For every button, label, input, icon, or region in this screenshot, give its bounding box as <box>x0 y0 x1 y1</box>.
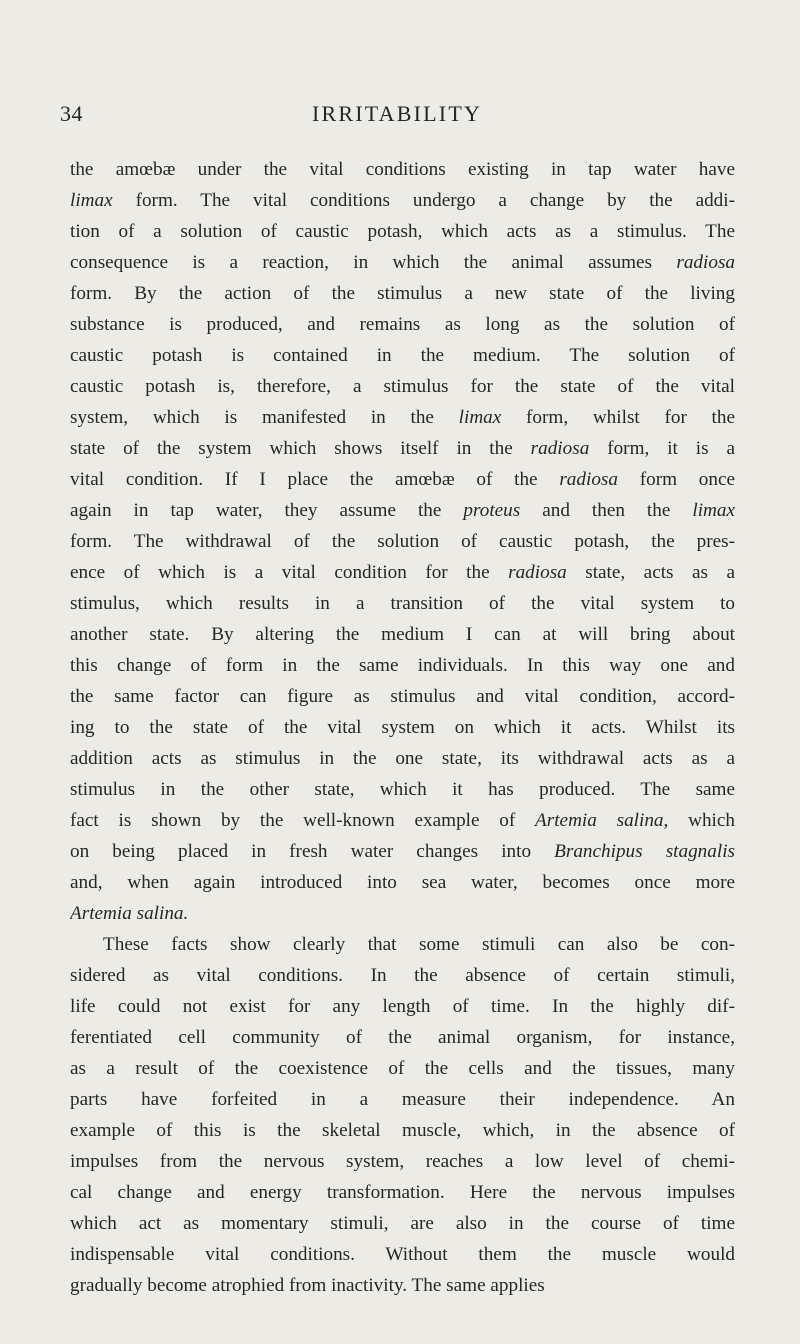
text-line <box>70 1084 735 1115</box>
text-line <box>70 681 735 712</box>
text-run: the same factor can figure as stimulus and vital condition, accord- <box>70 686 735 707</box>
text-run: another state. By altering the medium I can at will bring about <box>70 624 735 645</box>
text-run: and, when again introduced into sea water, becomes once more <box>70 872 735 893</box>
italic-text: limax <box>458 407 502 428</box>
text-line <box>70 1239 735 1270</box>
text-run: state of the system which shows itself in the <box>70 438 531 459</box>
text-line <box>70 1022 735 1053</box>
text-line <box>70 991 735 1022</box>
italic-text: radiosa <box>559 469 618 490</box>
italic-text: Artemia salina, <box>535 810 669 831</box>
text-run: These facts show clearly that some stimuli can also be con- <box>103 934 735 955</box>
text-line <box>70 712 735 743</box>
text-run: on being placed in fresh water changes into <box>70 841 555 862</box>
text-line <box>70 619 735 650</box>
text-line <box>70 526 735 557</box>
italic-text: radiosa <box>530 438 590 459</box>
text-run: ing to the state of the vital system on which it acts. Whilst its <box>70 717 735 738</box>
text-line <box>70 588 735 619</box>
text-line <box>70 867 735 898</box>
text-run: form, it is a <box>589 438 735 459</box>
text-run: stimulus in the other state, which it has produced. The same <box>70 779 735 800</box>
text-line <box>70 805 735 836</box>
text-run: the amœbæ under the vital conditions existing in tap water have <box>70 159 735 180</box>
text-line <box>70 495 735 526</box>
text-run: vital condition. If I place the amœbæ of the <box>70 469 560 490</box>
text-line <box>70 1053 735 1084</box>
text-run: addition acts as stimulus in the one state, its withdrawal acts as a <box>70 748 735 769</box>
text-run: form. By the action of the stimulus a new state of the living <box>70 283 735 304</box>
italic-text: Branchipus stagnalis <box>554 841 735 862</box>
text-line <box>70 1208 735 1239</box>
text-line <box>70 185 735 216</box>
text-run: sidered as vital conditions. In the absence of certain stimuli, <box>70 965 735 986</box>
text-line <box>70 402 735 433</box>
text-run: gradually become atrophied from inactivity. The same applies <box>70 1275 545 1296</box>
text-run: cal change and energy transformation. Here the nervous impulses <box>70 1182 735 1203</box>
text-run: which <box>668 810 735 831</box>
running-head <box>60 101 760 131</box>
text-line <box>70 371 735 402</box>
body-text <box>70 154 735 1301</box>
text-line <box>70 340 735 371</box>
text-run: consequence is a reaction, in which the animal assumes <box>70 252 677 273</box>
text-line <box>70 743 735 774</box>
text-line <box>70 960 735 991</box>
text-run: form. The vital conditions undergo a change by the addi- <box>112 190 735 211</box>
text-run: stimulus, which results in a transition of the vital system to <box>70 593 735 614</box>
text-run: parts have forfeited in a measure their independence. An <box>70 1089 735 1110</box>
italic-text: radiosa <box>676 252 735 273</box>
text-run: life could not exist for any length of time. In the highly dif- <box>70 996 735 1017</box>
text-run: fact is shown by the well-known example of <box>70 810 536 831</box>
text-line <box>70 836 735 867</box>
text-run: this change of form in the same individuals. In this way one and <box>70 655 735 676</box>
italic-text: Artemia salina. <box>70 903 189 924</box>
page-number: 34 <box>60 101 83 126</box>
running-title: IRRITABILITY <box>312 101 483 126</box>
text-run: form once <box>617 469 735 490</box>
text-line <box>70 929 735 960</box>
text-line <box>70 247 735 278</box>
text-run: caustic potash is contained in the medium. The solution of <box>70 345 735 366</box>
text-run: impulses from the nervous system, reaches a low level of chemi- <box>70 1151 735 1172</box>
text-line <box>70 898 735 929</box>
text-run: system, which is manifested in the <box>70 407 459 428</box>
text-run: ferentiated cell community of the animal organism, for instance, <box>70 1027 735 1048</box>
text-line <box>70 278 735 309</box>
text-run: example of this is the skeletal muscle, which, in the absence of <box>70 1120 735 1141</box>
text-line <box>70 464 735 495</box>
text-line <box>70 154 735 185</box>
text-run: and then the <box>520 500 693 521</box>
text-run: which act as momentary stimuli, are also in the course of time <box>70 1213 735 1234</box>
text-line <box>70 774 735 805</box>
text-run: as a result of the coexistence of the cells and the tissues, many <box>70 1058 735 1079</box>
text-run: tion of a solution of caustic potash, which acts as a stimulus. The <box>70 221 735 242</box>
text-run: ence of which is a vital condition for the <box>70 562 509 583</box>
italic-text: radiosa <box>508 562 567 583</box>
text-run: caustic potash is, therefore, a stimulus for the state of the vital <box>70 376 735 397</box>
text-line <box>70 1270 735 1301</box>
italic-text: limax <box>692 500 735 521</box>
text-run: form. The withdrawal of the solution of caustic potash, the pres- <box>70 531 735 552</box>
text-line <box>70 557 735 588</box>
text-line <box>70 309 735 340</box>
text-run: form, whilst for the <box>501 407 735 428</box>
text-run: again in tap water, they assume the <box>70 500 464 521</box>
text-run: state, acts as a <box>566 562 735 583</box>
text-line <box>70 433 735 464</box>
text-line <box>70 1115 735 1146</box>
italic-text: limax <box>70 190 113 211</box>
text-line <box>70 1177 735 1208</box>
text-run: indispensable vital conditions. Without them the muscle would <box>70 1244 735 1265</box>
text-line <box>70 216 735 247</box>
text-line <box>70 650 735 681</box>
italic-text: proteus <box>463 500 521 521</box>
text-run: substance is produced, and remains as long as the solution of <box>70 314 735 335</box>
text-line <box>70 1146 735 1177</box>
